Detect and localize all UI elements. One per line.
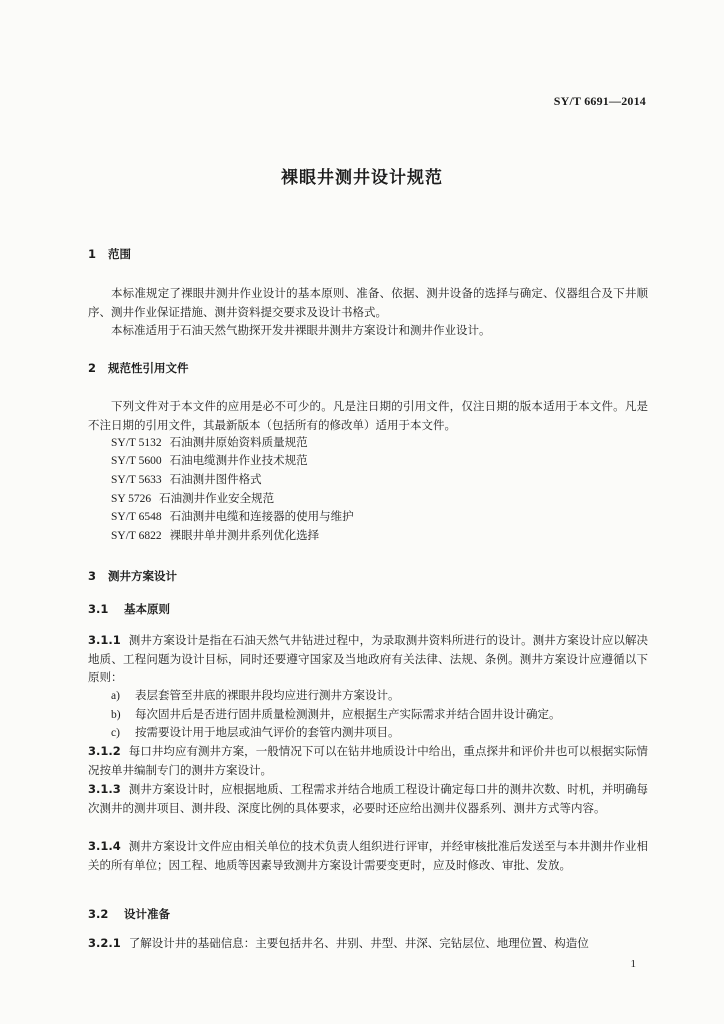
clause-number: 3.2.1	[88, 936, 121, 950]
clause-number: 3.1.3	[88, 782, 121, 796]
reference-code: SY/T 5132	[111, 437, 162, 449]
paragraph: 本标准适用于石油天然气勘探开发井裸眼井测井方案设计和测井作业设计。	[111, 323, 491, 337]
reference-item	[111, 471, 262, 487]
clause-number: 3.1.2	[88, 744, 121, 758]
clause-number: 3.1.1	[88, 633, 121, 647]
clause-3-1-4	[88, 837, 648, 874]
list-text: 表层套管至井底的裸眼井段均应进行测井方案设计。	[135, 688, 400, 702]
section-title: 测井方案设计	[108, 569, 177, 583]
section-2-heading	[88, 360, 189, 376]
clause-3-1-1	[88, 631, 648, 687]
reference-code: SY 5726	[111, 493, 152, 505]
document-title: 裸眼井测井设计规范	[281, 168, 443, 188]
reference-name: 石油电缆测井作业技术规范	[169, 453, 308, 467]
list-item	[111, 724, 400, 740]
paragraph: 本标准规定了裸眼井测井作业设计的基本原则、准备、依据、测井设备的选择与确定、仪器组合及下井顺序、测井作业保证措施、测井资料提交要求及设计书格式。	[88, 286, 648, 319]
clause-number: 3.1.4	[88, 839, 121, 853]
reference-item	[111, 490, 274, 506]
reference-item	[111, 452, 308, 468]
paragraph: 下列文件对于本文件的应用是必不可少的。凡是注日期的引用文件，仅注日期的版本适用于本文件。凡是不注日期的引用文件，其最新版本（包括所有的修改单）适用于本文件。	[88, 399, 648, 432]
list-text: 按需要设计用于地层或油气评价的套管内测井项目。	[135, 725, 400, 739]
section-title: 规范性引用文件	[108, 361, 189, 375]
list-marker: a)	[111, 690, 120, 702]
clause-3-1-2	[88, 742, 648, 779]
clause-text: 测井方案设计文件应由相关单位的技术负责人组织进行评审，并经审核批准后发送至与本井测井作业相关的所有单位；因工程、地质等因素导致测井方案设计需要变更时，应及时修改、审批、发放。	[88, 839, 648, 872]
list-text: 每次固井后是否进行固井质量检测测井，应根据生产实际需求并结合固井设计确定。	[135, 707, 561, 721]
list-marker: b)	[111, 709, 121, 721]
subsection-3-2-heading	[88, 906, 170, 922]
list-marker: c)	[111, 727, 120, 739]
clause-text: 了解设计井的基础信息：主要包括井名、井别、井型、井深、完钻层位、地理位置、构造位	[128, 936, 589, 950]
section-number: 3	[88, 569, 97, 583]
reference-name: 石油测井作业安全规范	[159, 491, 275, 505]
reference-code: SY/T 5600	[111, 455, 162, 467]
reference-item	[111, 508, 354, 524]
clause-text: 每口井均应有测井方案，一般情况下可以在钻井地质设计中给出，重点探井和评价井也可以根据实际情况按单井编制专门的测井方案设计。	[88, 744, 648, 777]
reference-name: 裸眼井单井测井系列优化选择	[169, 528, 320, 542]
clause-text: 测井方案设计时，应根据地质、工程需求并结合地质工程设计确定每口井的测井次数、时机，并明确每次测井的测井项目、测井段、深度比例的具体要求，必要时还应给出测井仪器系列、测井方式等内容。	[88, 782, 648, 815]
section-1-heading	[88, 246, 131, 262]
clause-3-1-3	[88, 780, 648, 817]
section-number: 2	[88, 361, 97, 375]
reference-code: SY/T 6548	[111, 511, 162, 523]
reference-code: SY/T 6822	[111, 530, 162, 542]
reference-code: SY/T 5633	[111, 474, 162, 486]
page-number: 1	[630, 958, 636, 970]
reference-item	[111, 434, 308, 450]
section-title: 基本原则	[124, 602, 170, 616]
section-title: 设计准备	[124, 907, 170, 921]
clause-3-2-1	[88, 934, 648, 953]
subsection-3-1-heading	[88, 601, 170, 617]
section-number: 3.2	[88, 907, 109, 921]
section-title: 范围	[108, 247, 131, 261]
list-item	[111, 706, 561, 722]
section-number: 1	[88, 247, 97, 261]
reference-item	[111, 527, 319, 543]
standard-code: SY/T 6691—2014	[553, 94, 646, 108]
section-3-heading	[88, 568, 177, 584]
reference-name: 石油测井原始资料质量规范	[169, 435, 308, 449]
section-number: 3.1	[88, 602, 109, 616]
reference-name: 石油测井电缆和连接器的使用与维护	[169, 509, 354, 523]
reference-name: 石油测井图件格式	[169, 472, 262, 486]
clause-text: 测井方案设计是指在石油天然气井钻进过程中，为录取测井资料所进行的设计。测井方案设计应以解决地质、工程问题为设计目标，同时还要遵守国家及当地政府有关法律、法规、条例。测井方案设计应遵循以下原则：	[88, 633, 648, 684]
list-item	[111, 687, 400, 703]
